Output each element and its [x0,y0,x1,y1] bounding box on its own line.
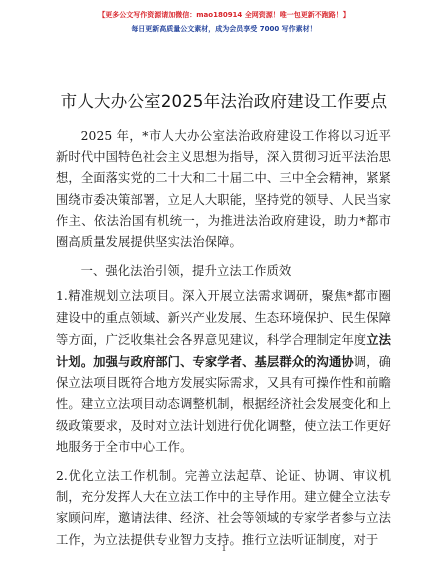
promo-banner-line-2: 每日更新高质量公文素材，成为会员享受 7000 写作素材！ [131,25,317,33]
item-1-rest: 调，确保立法项目既符合地方发展实际需求，又具有可操作性和前瞻性。建立立法项目动态调整机制，根据经济社会发展变化和上级政策要求，及时对立法计划进行优化调整，使立法工作更好地服务于全市中心工作。 [56,355,391,454]
item-2-paragraph: 2.优化立法工作机制。完善立法起草、论证、协调、审议机制，充分发挥人大在立法工作中的主导作用。建立健全立法专家顾问库，邀请法律、经济、社会等领域的专家学者参与立法工作，为立法提供专业智力支持。推行立法听证制度，对于 [56,469,391,547]
promo-banner-line-1: 【更多公文写作资源请加微信：mao180914 全网资源！唯一包更新不跑路！】 [98,11,350,19]
document-title: 市人大办公室2025年法治政府建设工作要点 [60,92,388,111]
section-heading-1: 一、强化法治引领，提升立法工作质效 [80,264,292,279]
item-1-paragraph [56,286,391,458]
intro-paragraph: 2025 年，*市人大办公室法治政府建设工作将以习近平新时代中国特色社会主义思想为指导，深入贯彻习近平法治思想，全面落实党的二十大和二十届二中、三中全会精神，紧紧围绕市委决策部署，立足人大职能，坚持党的领导、人民当家作主、依法治国有机统一，为推进法治政府建设，助力*都市圈高质量发展提供坚实法治保障。 [56,129,391,250]
item-1-emphasis: 立法计划。加强与政府部门、专家学者、基层群众的沟通协 [56,331,391,370]
page-number: 1 [221,544,227,553]
document-body [56,126,391,551]
item-1-lead: 1.精准规划立法项目。深入开展立法需求调研，聚焦*都市圈建设中的重点领域、新兴产业发展、生态环境保护、民生保障等方面，广泛收集社会各界意见建议，科学合理制定年度 [56,289,391,347]
